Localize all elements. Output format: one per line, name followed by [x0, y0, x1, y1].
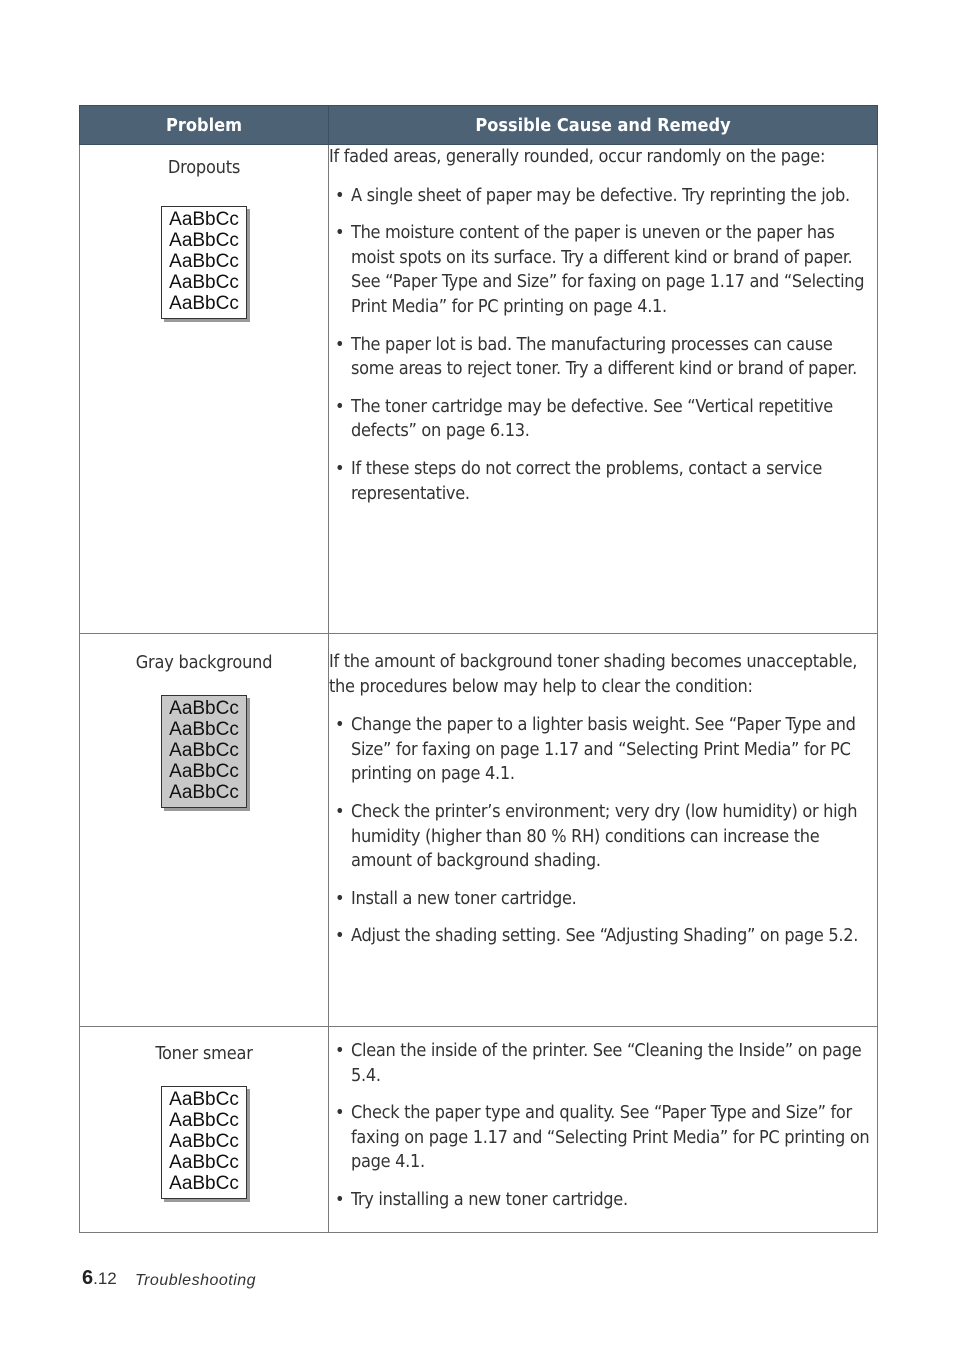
- sample-line: AaBbCc: [169, 782, 239, 803]
- sample-line: AaBbCc: [169, 1089, 239, 1110]
- problem-title: Dropouts: [167, 157, 241, 178]
- header-remedy: Possible Cause and Remedy: [329, 106, 878, 145]
- sample-line: AaBbCc: [169, 719, 239, 740]
- problem-cell: [80, 1027, 329, 1233]
- sample-line: AaBbCc: [169, 272, 239, 293]
- remedy-item: • The toner cartridge may be defective. See “Vertical repetitive defects” on page 6.13.: [329, 395, 877, 444]
- sample-line: AaBbCc: [169, 740, 239, 761]
- toner-smear-sample-image: [161, 1086, 247, 1199]
- table-header-row: [80, 106, 878, 145]
- remedy-item: • Clean the inside of the printer. See “Cleaning the Inside” on page 5.4.: [329, 1039, 877, 1088]
- remedy-item: • If these steps do not correct the problems, contact a service representative.: [329, 457, 877, 506]
- page-number: [82, 1267, 117, 1290]
- problem-title: Toner smear: [155, 1043, 253, 1064]
- sample-line: AaBbCc: [169, 251, 239, 272]
- sample-line: AaBbCc: [169, 761, 239, 782]
- remedy-item: • The moisture content of the paper is uneven or the paper has moist spots on its surface. Try a different kind or brand of paper. See “Paper Type and Size” for faxing on page 1.17 and “Selecting Print Media” for PC printing on page 4.1.: [329, 221, 877, 319]
- sample-line: AaBbCc: [169, 1110, 239, 1131]
- remedy-cell: [329, 1027, 878, 1233]
- remedy-item: • Adjust the shading setting. See “Adjusting Shading” on page 5.2.: [329, 924, 877, 949]
- page-number-suffix: .12: [93, 1269, 117, 1288]
- remedy-list: [329, 713, 877, 949]
- sample-line: AaBbCc: [169, 698, 239, 719]
- remedy-cell: [329, 634, 878, 1027]
- gray-background-sample-image: [161, 695, 247, 808]
- remedy-item: • The paper lot is bad. The manufacturing processes can cause some areas to reject toner. Try a different kind or brand of paper.: [329, 333, 877, 382]
- problem-cell: [80, 634, 329, 1027]
- sample-line: AaBbCc: [169, 1152, 239, 1173]
- sample-line: AaBbCc: [169, 1131, 239, 1152]
- remedy-item: • Try installing a new toner cartridge.: [329, 1188, 877, 1213]
- sample-line: AaBbCc: [169, 293, 239, 314]
- troubleshooting-table: [79, 105, 878, 1233]
- remedy-item: • Change the paper to a lighter basis weight. See “Paper Type and Size” for faxing on page 1.17 and “Selecting Print Media” for PC printing on page 4.1.: [329, 713, 877, 787]
- table-row-gray-background: [80, 634, 878, 1027]
- remedy-item: • Install a new toner cartridge.: [329, 887, 877, 912]
- chapter-number: 6: [82, 1267, 94, 1289]
- remedy-intro: If the amount of background toner shading becomes unacceptable, the procedures below may help to clear the condition:: [329, 651, 858, 697]
- sample-line: AaBbCc: [169, 209, 239, 230]
- header-problem: Problem: [80, 106, 329, 145]
- remedy-item: • Check the printer’s environment; very dry (low humidity) or high humidity (higher than 80 % RH) conditions can increase the amount of background shading.: [329, 800, 877, 874]
- table-row-dropouts: [80, 145, 878, 634]
- sample-line: AaBbCc: [169, 1173, 239, 1194]
- remedy-list: [329, 1039, 877, 1213]
- chapter-title: Troubleshooting: [135, 1272, 257, 1289]
- remedy-item: • A single sheet of paper may be defective. Try reprinting the job.: [329, 184, 877, 209]
- problem-title: Gray background: [135, 652, 273, 673]
- remedy-intro: If faded areas, generally rounded, occur randomly on the page:: [329, 146, 826, 167]
- remedy-item: • Check the paper type and quality. See “Paper Type and Size” for faxing on page 1.17 and “Selecting Print Media” for PC printing on page 4.1.: [329, 1101, 877, 1175]
- dropouts-sample-image: [161, 206, 247, 319]
- remedy-list: [329, 184, 877, 507]
- problem-cell: [80, 145, 329, 634]
- remedy-cell: [329, 145, 878, 634]
- sample-line: AaBbCc: [169, 230, 239, 251]
- table-row-toner-smear: [80, 1027, 878, 1233]
